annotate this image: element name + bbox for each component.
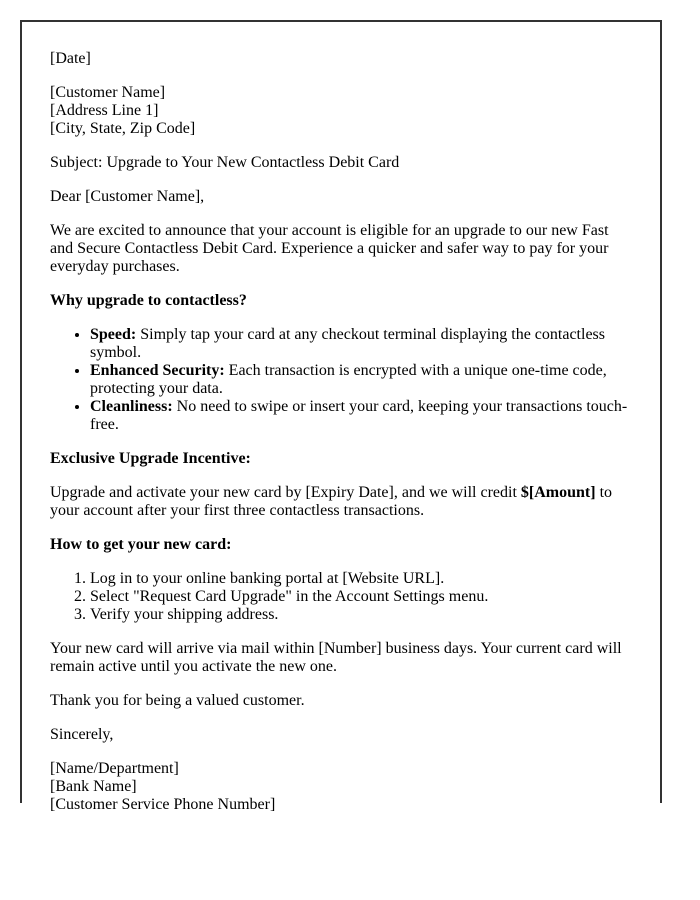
benefit-text-speed: Simply tap your card at any checkout terminal displaying the contactless symbol. (90, 326, 605, 361)
step-item-request-upgrade: 2. Select "Request Card Upgrade" in the Account Settings menu. (90, 588, 632, 606)
step-item-login: 1. Log in to your online banking portal at [Website URL]. (90, 570, 632, 588)
intro-paragraph: We are excited to announce that your account is eligible for an upgrade to our new Fast and Secure Contactless Debit Card. Experience a quicker and safer way to pay for your everyday purchases. (50, 222, 609, 275)
delivery-paragraph: Your new card will arrive via mail within [Number] business days. Your current card will remain active until you activate the new one. (50, 640, 622, 675)
incentive-heading: Exclusive Upgrade Incentive: (50, 450, 251, 467)
benefit-label-security: Enhanced Security: (90, 362, 225, 379)
recipient-name: [Customer Name] (50, 84, 166, 101)
signature-bank-name: [Bank Name] (50, 778, 137, 795)
signature-phone-number: [Customer Service Phone Number] (50, 796, 276, 813)
benefits-list (50, 326, 632, 434)
incentive-paragraph (50, 484, 632, 520)
incentive-amount: $[Amount] (520, 484, 596, 501)
incentive-text-after: to your account after your first three contactless transactions. (50, 484, 613, 519)
signature-block (50, 760, 632, 814)
signature-name-department: [Name/Department] (50, 760, 179, 777)
steps-heading: How to get your new card: (50, 536, 232, 553)
subject-line: Subject: Upgrade to Your New Contactless Debit Card (50, 154, 400, 171)
benefits-heading: Why upgrade to contactless? (50, 292, 247, 309)
recipient-address: [Address Line 1] (50, 102, 159, 119)
letter-frame (20, 20, 662, 813)
benefit-item-cleanliness (90, 398, 632, 434)
recipient-block (50, 84, 632, 138)
date-line (50, 50, 632, 68)
thanks-paragraph: Thank you for being a valued customer. (50, 692, 305, 709)
closing-line: Sincerely, (50, 726, 114, 743)
benefit-label-speed: Speed: (90, 326, 137, 343)
benefit-text-cleanliness: No need to swipe or insert your card, keeping your transactions touch-free. (90, 398, 628, 433)
salutation: Dear [Customer Name], (50, 188, 205, 205)
steps-list (50, 570, 632, 624)
benefit-label-cleanliness: Cleanliness: (90, 398, 173, 415)
benefit-item-speed (90, 326, 632, 362)
recipient-city-state-zip: [City, State, Zip Code] (50, 120, 196, 137)
incentive-text-before: Upgrade and activate your new card by [Expiry Date], and we will credit (50, 484, 521, 501)
step-item-verify-address: 3. Verify your shipping address. (90, 606, 632, 624)
date-placeholder: [Date] (50, 50, 91, 67)
benefit-text-security: Each transaction is encrypted with a unique one-time code, protecting your data. (90, 362, 607, 397)
benefit-item-security (90, 362, 632, 398)
